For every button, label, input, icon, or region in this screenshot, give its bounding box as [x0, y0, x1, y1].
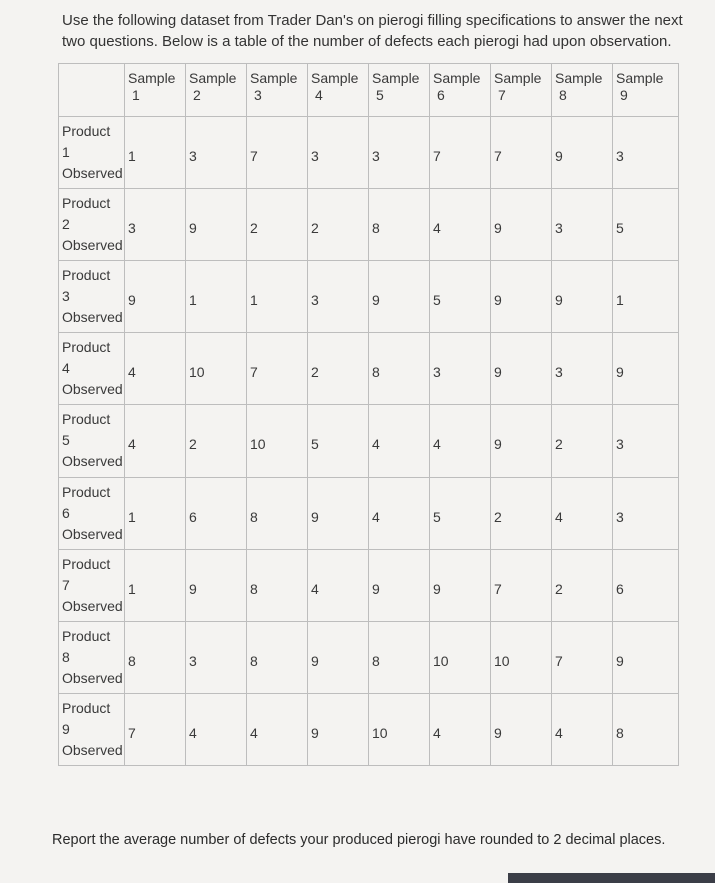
defect-count-cell: 6	[613, 549, 679, 621]
defect-count-cell: 8	[247, 549, 308, 621]
observed-word: Observed	[62, 309, 123, 326]
sample-header	[613, 64, 679, 117]
row-label	[59, 477, 125, 549]
product-word: Product	[62, 267, 111, 284]
observed-word: Observed	[62, 165, 123, 181]
sample-header	[552, 64, 613, 117]
bottom-strip	[508, 873, 715, 883]
defect-count-cell: 3	[186, 117, 247, 189]
row-label	[59, 549, 125, 621]
table-row	[59, 621, 679, 693]
sample-header-word: Sample	[433, 70, 481, 86]
sample-header-word: Sample	[128, 70, 176, 86]
sample-header-word: Sample	[494, 70, 542, 86]
intro-text: Use the following dataset from Trader Dan's on pierogi filling specifications to answer the next two questions. Below is a table of the number of defects each pierogi had upon observation.	[62, 12, 683, 50]
table-row	[59, 405, 679, 477]
sample-header	[491, 64, 552, 117]
defect-count-cell: 9	[552, 261, 613, 333]
defect-count-cell: 1	[247, 261, 308, 333]
defect-count-cell: 3	[613, 117, 679, 189]
defect-count-cell: 1	[613, 261, 679, 333]
defect-count-cell: 3	[613, 477, 679, 549]
row-label	[59, 261, 125, 333]
defect-count-cell: 8	[369, 621, 430, 693]
defect-count-cell: 7	[247, 333, 308, 405]
table-row	[59, 117, 679, 189]
table-row	[59, 693, 679, 765]
sample-header-number: 6	[437, 87, 445, 103]
product-word: Product	[62, 627, 111, 644]
observed-word: Observed	[62, 525, 123, 542]
row-label	[59, 621, 125, 693]
defect-count-cell: 4	[430, 189, 491, 261]
observed-word: Observed	[62, 237, 123, 254]
defect-count-cell: 8	[613, 693, 679, 765]
sample-header-number: 4	[315, 87, 323, 103]
defect-count-cell: 9	[491, 189, 552, 261]
product-number: 3	[62, 288, 70, 305]
defect-count-cell: 10	[369, 693, 430, 765]
defect-count-cell: 4	[125, 333, 186, 405]
defect-count-cell: 7	[125, 693, 186, 765]
defect-count-cell: 5	[430, 477, 491, 549]
defect-count-cell: 2	[308, 189, 369, 261]
observed-word: Observed	[62, 669, 123, 686]
sample-header-number: 9	[620, 87, 628, 103]
defect-count-cell: 2	[552, 405, 613, 477]
defect-count-cell: 7	[552, 621, 613, 693]
product-number: 7	[62, 576, 70, 593]
defect-count-cell: 8	[369, 189, 430, 261]
observed-word: Observed	[62, 741, 123, 758]
defect-count-cell: 3	[369, 117, 430, 189]
sample-header-word: Sample	[189, 70, 237, 86]
defect-count-cell: 3	[308, 117, 369, 189]
sample-header-number: 8	[559, 87, 567, 103]
defect-count-cell: 3	[186, 621, 247, 693]
defect-count-cell: 2	[552, 549, 613, 621]
defect-count-cell: 2	[308, 333, 369, 405]
corner-cell	[59, 64, 125, 117]
product-number: 9	[62, 720, 70, 737]
observed-word: Observed	[62, 453, 123, 470]
defect-count-cell: 1	[125, 477, 186, 549]
defect-count-cell: 9	[613, 333, 679, 405]
defect-count-cell: 3	[430, 333, 491, 405]
sample-header-number: 2	[193, 87, 201, 103]
defect-count-cell: 9	[308, 621, 369, 693]
row-label	[59, 333, 125, 405]
defect-count-cell: 8	[369, 333, 430, 405]
defect-count-cell: 10	[247, 405, 308, 477]
product-number: 5	[62, 432, 70, 449]
defect-count-cell: 9	[308, 693, 369, 765]
sample-header-word: Sample	[250, 70, 298, 86]
defect-count-cell: 9	[491, 693, 552, 765]
defect-count-cell: 5	[308, 405, 369, 477]
table-row	[59, 477, 679, 549]
defect-count-cell: 3	[552, 333, 613, 405]
defect-count-cell: 2	[186, 405, 247, 477]
row-label	[59, 189, 125, 261]
defect-count-cell: 9	[186, 189, 247, 261]
defect-count-cell: 3	[613, 405, 679, 477]
defect-count-cell: 9	[125, 261, 186, 333]
defect-count-cell: 1	[125, 549, 186, 621]
defect-count-cell: 9	[369, 261, 430, 333]
defect-count-cell: 8	[247, 477, 308, 549]
defect-count-cell: 9	[491, 261, 552, 333]
row-label	[59, 117, 125, 189]
sample-header	[247, 64, 308, 117]
defect-count-cell: 4	[369, 477, 430, 549]
defect-count-cell: 4	[369, 405, 430, 477]
sample-header	[369, 64, 430, 117]
defect-count-cell: 7	[491, 117, 552, 189]
product-word: Product	[62, 699, 111, 716]
sample-header	[430, 64, 491, 117]
report-question: Report the average number of defects your produced pierogi have rounded to 2 decimal places.	[52, 832, 666, 848]
product-word: Product	[62, 411, 111, 428]
defect-count-cell: 3	[552, 189, 613, 261]
defect-count-cell: 6	[186, 477, 247, 549]
sample-header	[308, 64, 369, 117]
defect-count-cell: 4	[125, 405, 186, 477]
product-number: 1	[62, 144, 70, 160]
defect-count-cell: 9	[491, 405, 552, 477]
defect-count-cell: 10	[491, 621, 552, 693]
defect-count-cell: 9	[369, 549, 430, 621]
product-word: Product	[62, 195, 111, 212]
sample-header-word: Sample	[372, 70, 420, 86]
defects-table	[58, 63, 679, 766]
defect-count-cell: 7	[491, 549, 552, 621]
defect-count-cell: 10	[430, 621, 491, 693]
observed-word: Observed	[62, 381, 123, 398]
row-label	[59, 405, 125, 477]
defect-count-cell: 2	[247, 189, 308, 261]
defect-count-cell: 9	[491, 333, 552, 405]
sample-header-word: Sample	[616, 70, 664, 86]
table-row	[59, 549, 679, 621]
product-word: Product	[62, 123, 111, 139]
product-number: 8	[62, 648, 70, 665]
defect-count-cell: 8	[125, 621, 186, 693]
product-number: 2	[62, 216, 70, 233]
observed-word: Observed	[62, 597, 123, 614]
sample-header-number: 5	[376, 87, 384, 103]
header-row	[59, 64, 679, 117]
product-word: Product	[62, 339, 111, 356]
sample-header-number: 3	[254, 87, 262, 103]
defect-count-cell: 4	[247, 693, 308, 765]
defect-count-cell: 4	[430, 405, 491, 477]
defect-count-cell: 3	[308, 261, 369, 333]
defect-count-cell: 9	[186, 549, 247, 621]
product-word: Product	[62, 555, 111, 572]
defect-count-cell: 9	[552, 117, 613, 189]
defect-count-cell: 4	[308, 549, 369, 621]
defect-count-cell: 5	[613, 189, 679, 261]
product-number: 4	[62, 360, 70, 377]
sample-header-number: 7	[498, 87, 506, 103]
defect-count-cell: 4	[552, 693, 613, 765]
defect-count-cell: 4	[552, 477, 613, 549]
defect-count-cell: 10	[186, 333, 247, 405]
table-row	[59, 333, 679, 405]
defect-count-cell: 2	[491, 477, 552, 549]
product-word: Product	[62, 483, 111, 500]
defect-count-cell: 7	[247, 117, 308, 189]
defect-count-cell: 8	[247, 621, 308, 693]
sample-header	[125, 64, 186, 117]
defect-count-cell: 1	[186, 261, 247, 333]
defect-count-cell: 9	[430, 549, 491, 621]
defect-count-cell: 7	[430, 117, 491, 189]
row-label	[59, 693, 125, 765]
defect-count-cell: 4	[186, 693, 247, 765]
product-number: 6	[62, 504, 70, 521]
defect-count-cell: 4	[430, 693, 491, 765]
defect-count-cell: 9	[308, 477, 369, 549]
sample-header	[186, 64, 247, 117]
sample-header-number: 1	[132, 87, 140, 103]
defect-count-cell: 1	[125, 117, 186, 189]
sample-header-word: Sample	[555, 70, 603, 86]
defect-count-cell: 5	[430, 261, 491, 333]
table-row	[59, 261, 679, 333]
table-row	[59, 189, 679, 261]
sample-header-word: Sample	[311, 70, 359, 86]
defect-count-cell: 9	[613, 621, 679, 693]
defect-count-cell: 3	[125, 189, 186, 261]
